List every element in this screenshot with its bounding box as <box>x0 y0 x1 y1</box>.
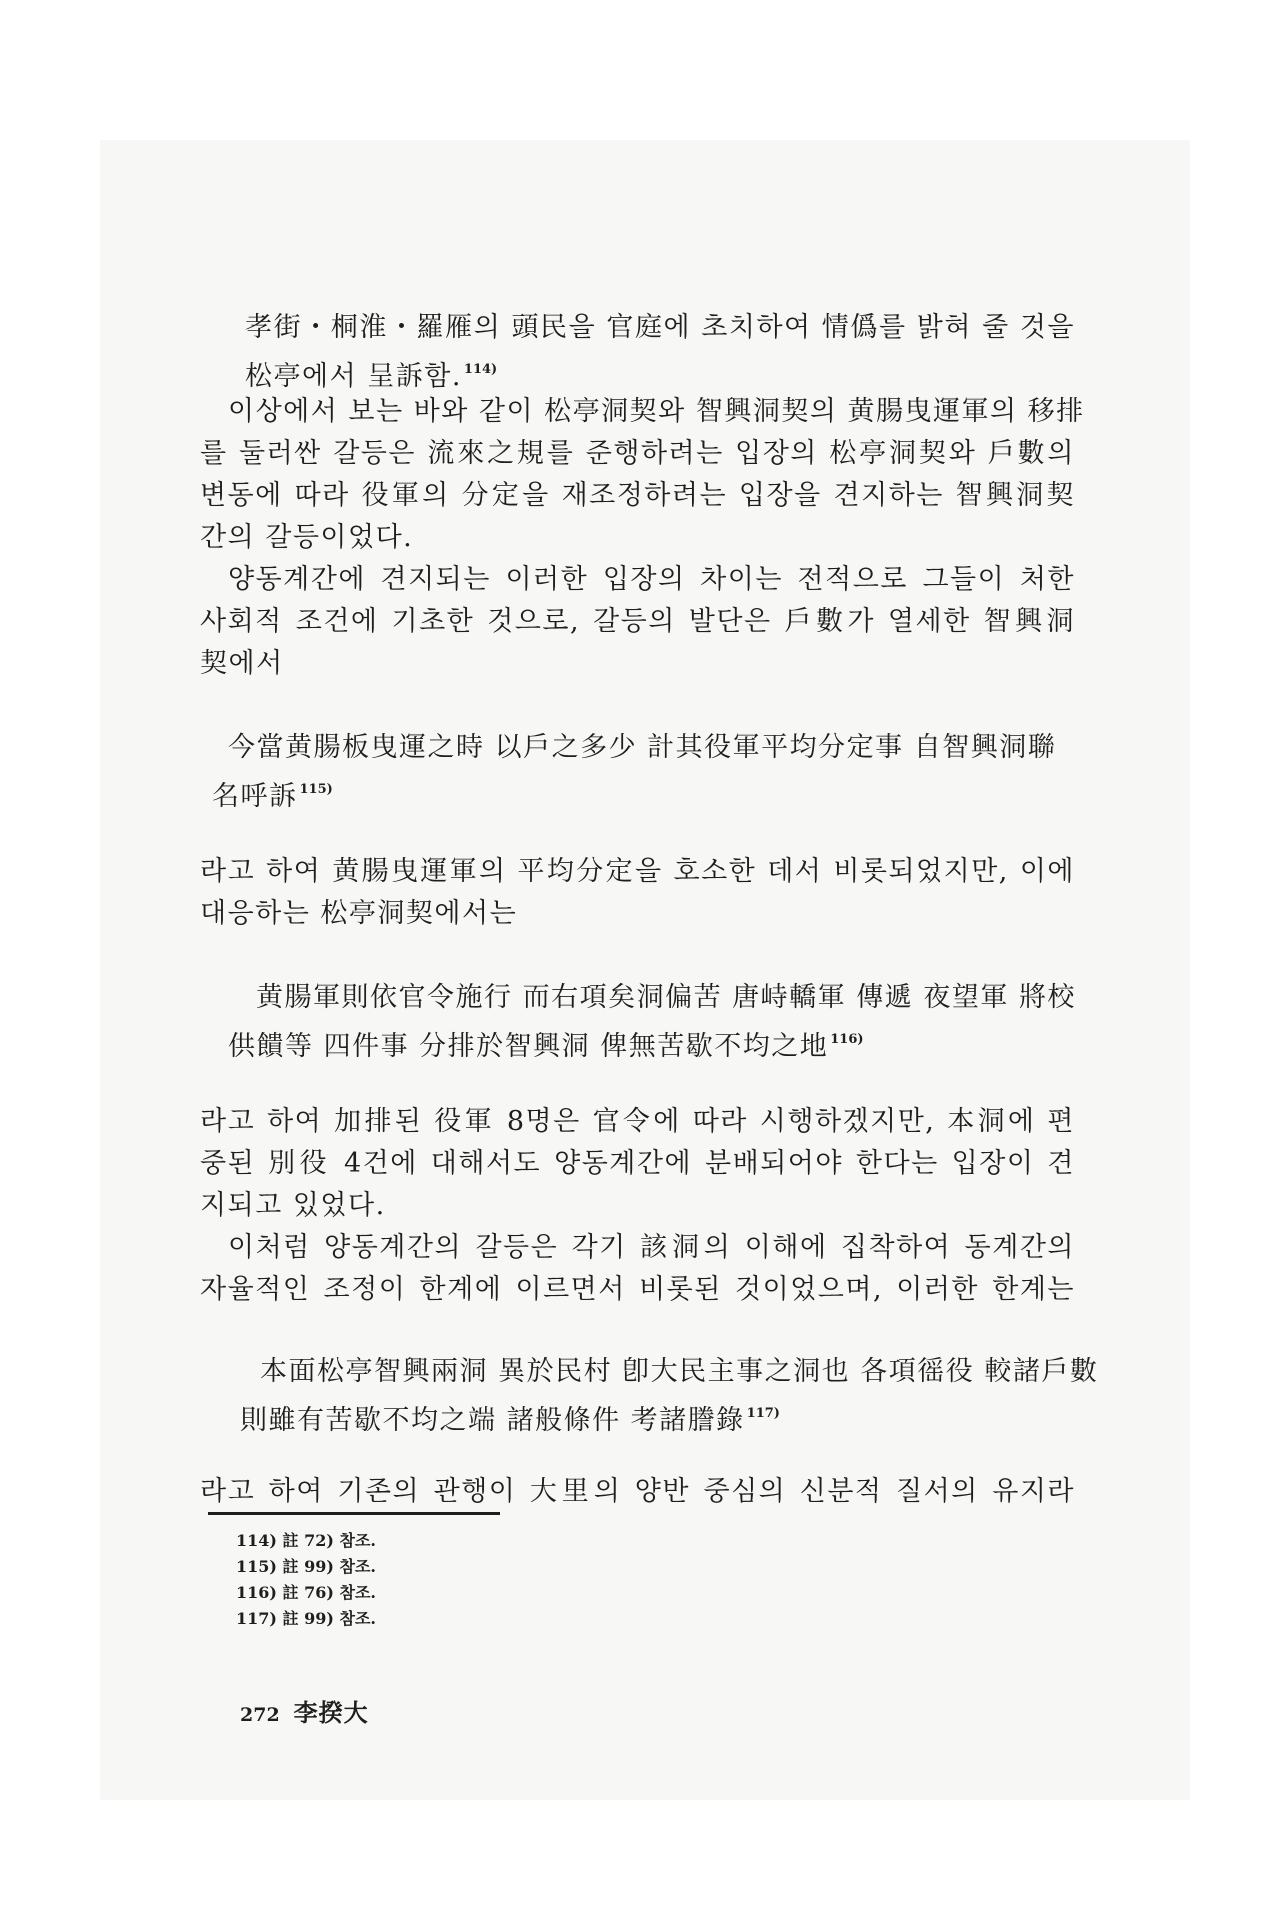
body-line-17: 라고 하여 기존의 관행이 大里의 양반 중심의 신분적 질서의 유지라 <box>200 1476 1075 1507</box>
quote-3-line-2: 則雖有苦歇不均之端 諸般條件 考諸謄錄 $^{117)}$ <box>240 1405 780 1436</box>
footnote-ref-115: 115) <box>299 782 333 797</box>
body-line-7: 양동계간에 견지되는 이러한 입장의 차이는 전적으로 그들이 처한 <box>228 564 1075 595</box>
body-line-8: 사회적 조건에 기초한 것으로, 갈등의 발단은 戶數가 열세한 智興洞 <box>200 606 1075 637</box>
body-line-4: 를 둘러싼 갈등은 流來之規를 준행하려는 입장의 松亭洞契와 戶數의 <box>200 438 1075 469</box>
quote-1-line-2: 名呼訴 $^{115)}$ <box>212 781 333 812</box>
body-line-3: 이상에서 보는 바와 같이 松亭洞契와 智興洞契의 黄腸曳運軍의 移排 <box>228 396 1085 427</box>
body-line-12: 라고 하여 加排된 役軍 8명은 官令에 따라 시행하겠지만, 本洞에 편 <box>200 1106 1075 1137</box>
body-line-11: 대응하는 松亭洞契에서는 <box>200 898 518 929</box>
quote-3-line-1: 本面松亭智興兩洞 異於民村 卽大民主事之洞也 各項徭役 較諸戶數 <box>260 1356 1099 1387</box>
body-line-6: 간의 갈등이었다. <box>200 522 414 553</box>
quote-1-line-1: 今當黄腸板曳運之時 以戶之多少 計其役軍平均分定事 自智興洞聯 <box>228 732 1057 763</box>
body-line-9: 契에서 <box>200 648 284 679</box>
footnote-ref-117: 117) <box>746 1406 780 1421</box>
footnote-116: 116) 註 76) 참조. <box>236 1583 376 1602</box>
body-line-16: 자율적인 조정이 한계에 이르면서 비롯된 것이었으며, 이러한 한계는 <box>200 1274 1075 1305</box>
footnote-divider <box>208 1512 500 1515</box>
running-author: 李揆大 <box>293 1698 369 1727</box>
footnote-ref-116: 116) <box>830 1032 864 1047</box>
page-number: 272 <box>240 1704 280 1726</box>
body-line-5: 변동에 따라 役軍의 分定을 재조정하려는 입장을 견지하는 智興洞契 <box>200 480 1075 511</box>
footnote-115: 115) 註 99) 참조. <box>236 1557 376 1576</box>
footnote-117: 117) 註 99) 참조. <box>236 1609 376 1628</box>
body-line-10: 라고 하여 黄腸曳運軍의 平均分定을 호소한 데서 비롯되었지만, 이에 <box>200 856 1075 887</box>
body-line-1: 孝街・桐淮・羅雁의 頭民을 官庭에 초치하여 情僞를 밝혀 줄 것을 <box>245 312 1075 343</box>
quote-2-line-2: 供饋等 四件事 分排於智興洞 俾無苦歇不均之地 $^{116)}$ <box>228 1031 864 1062</box>
quote-2-line-1: 黄腸軍則依官令施行 而右項矣洞偏苦 唐峙轎軍 傳遞 夜望軍 將校 <box>256 982 1076 1013</box>
body-line-15: 이처럼 양동계간의 갈등은 각기 該洞의 이해에 집착하여 동계간의 <box>228 1232 1075 1263</box>
footnote-114: 114) 註 72) 참조. <box>236 1531 376 1550</box>
footnote-ref-114: 114) <box>463 362 498 377</box>
body-line-13: 중된 別役 4건에 대해서도 양동계간에 분배되어야 한다는 입장이 견 <box>200 1148 1075 1179</box>
page-folio <box>240 1693 369 1728</box>
body-line-14: 지되고 있었다. <box>200 1190 386 1221</box>
body-line-2: 松亭에서 呈訴함. $^{114)}$ <box>245 361 498 392</box>
